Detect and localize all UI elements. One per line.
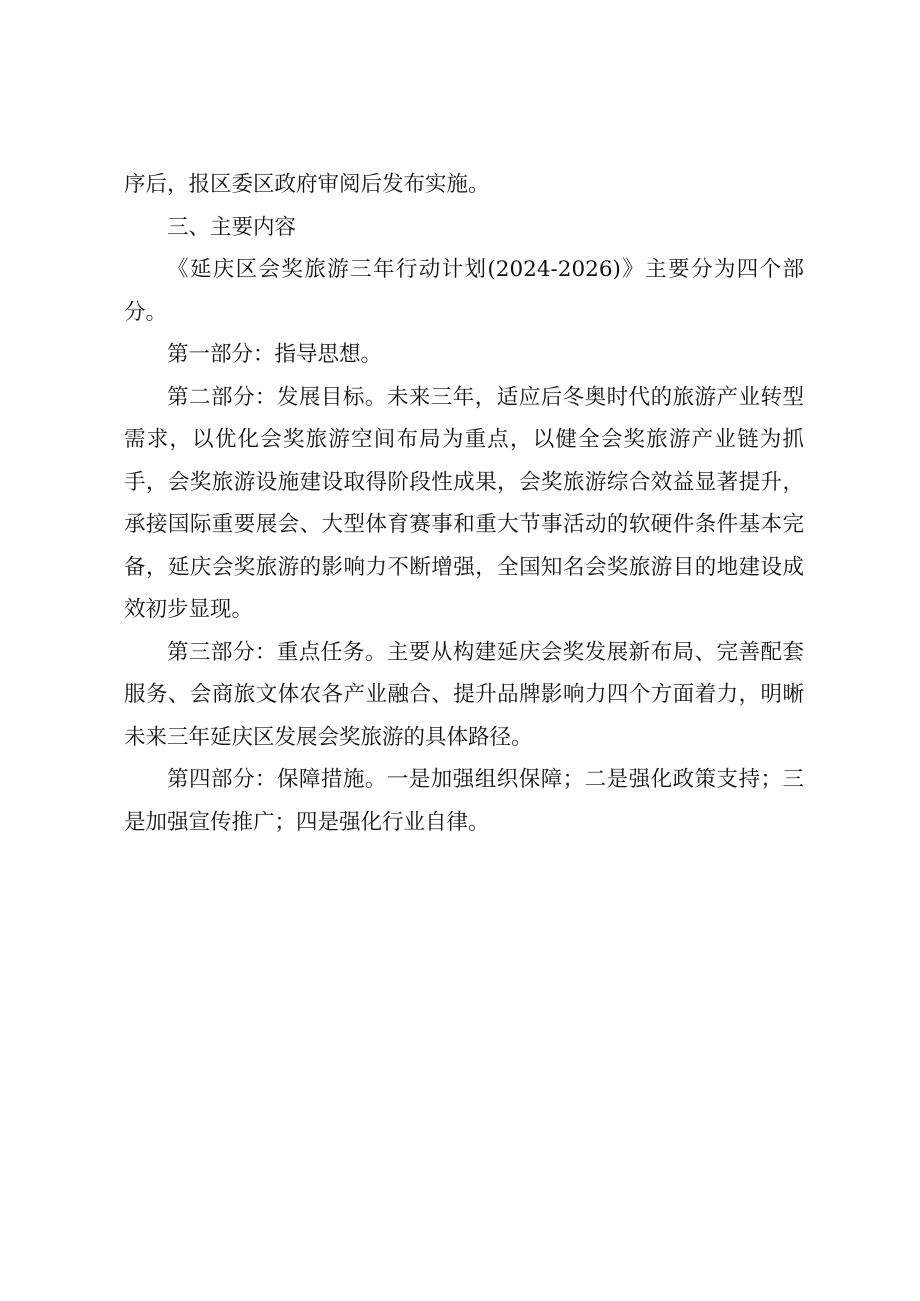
- paragraph-part-three: 第三部分：重点任务。主要从构建延庆会奖发展新布局、完善配套服务、会商旅文体农各产业融合、提升品牌影响力四个方面着力，明晰未来三年延庆区发展会奖旅游的具体路径。: [124, 639, 804, 750]
- paragraph-part-four: 第四部分：保障措施。一是加强组织保障；二是强化政策支持；三是加强宣传推广；四是强化行业自律。: [124, 767, 804, 835]
- paragraph-part-one: 第一部分：指导思想。: [167, 342, 383, 367]
- document-body: [124, 164, 804, 844]
- paragraph-part-two: 第二部分：发展目标。未来三年，适应后冬奥时代的旅游产业转型需求，以优化会奖旅游空间布局为重点，以健全会奖旅游产业链为抓手，会奖旅游设施建设取得阶段性成果，会奖旅游综合效益显著提升，承接国际重要展会、大型体育赛事和重大节事活动的软硬件条件基本完备，延庆会奖旅游的影响力不断增强，全国知名会奖旅游目的地建设成效初步显现。: [124, 384, 804, 622]
- paragraph-plan-overview: 《延庆区会奖旅游三年行动计划(2024-2026)》主要分为四个部分。: [124, 257, 804, 325]
- section-heading-main-content: 三、主要内容: [167, 214, 297, 240]
- paragraph-continuation: 序后，报区委区政府审阅后发布实施。: [124, 172, 490, 197]
